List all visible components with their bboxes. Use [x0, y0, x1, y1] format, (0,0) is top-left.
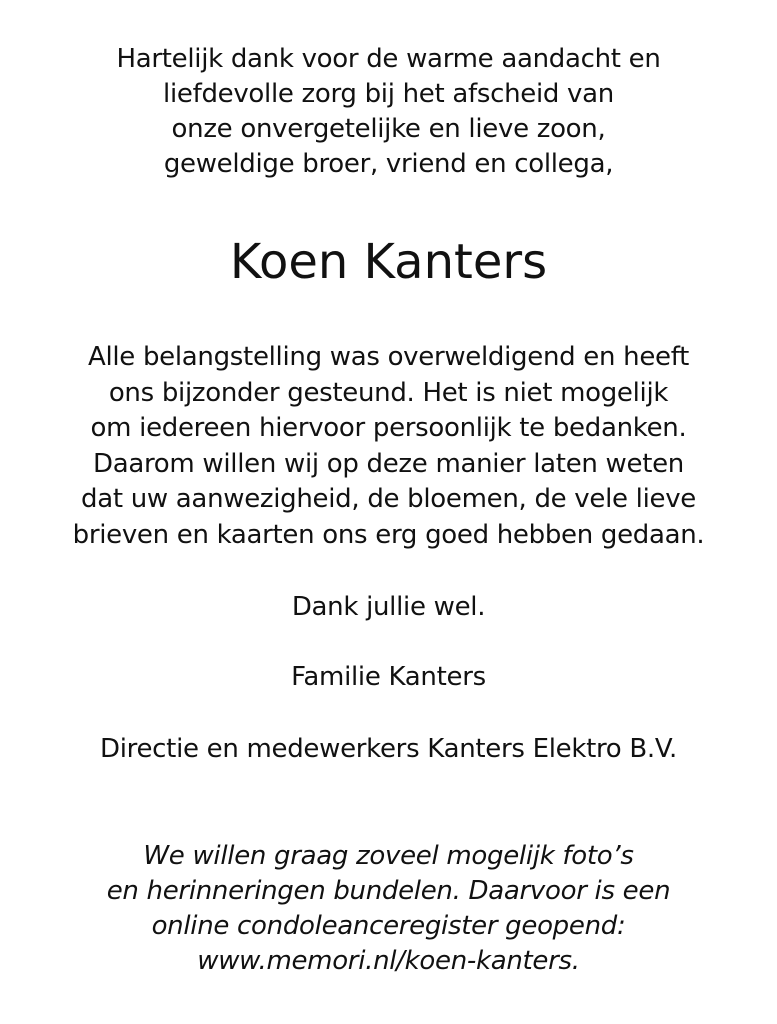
- notice-line: en herinneringen bundelen. Daarvoor is een: [106, 876, 671, 906]
- notice-line: online condoleanceregister geopend:: [151, 911, 626, 941]
- message-line: Daarom willen wij op deze manier laten weten: [93, 448, 684, 479]
- intro-line: liefdevolle zorg bij het afscheid van: [163, 79, 614, 109]
- notice-url: www.memori.nl/koen-kanters.: [197, 946, 580, 976]
- condolence-register-notice: [0, 839, 777, 979]
- signature-family: Familie Kanters: [291, 662, 486, 692]
- intro-line: onze onvergetelijke en lieve zoon,: [171, 114, 606, 144]
- message-line: brieven en kaarten ons erg goed hebben gedaan.: [72, 519, 705, 550]
- message-line: Alle belangstelling was overweldigend en heeft: [87, 342, 690, 372]
- signature-company: Directie en medewerkers Kanters Elektro B.V.: [100, 734, 677, 764]
- intro-line: Hartelijk dank voor de warme aandacht en: [116, 44, 661, 74]
- message-line: ons bijzonder gesteund. Het is niet mogelijk: [108, 377, 669, 408]
- intro-paragraph: [0, 42, 777, 182]
- message-paragraph: [0, 340, 777, 553]
- closing-thanks: Dank jullie wel.: [291, 592, 486, 622]
- deceased-name: Koen Kanters: [229, 234, 548, 290]
- message-line: dat uw aanwezigheid, de bloemen, de vele lieve: [81, 484, 696, 514]
- notice-line: We willen graag zoveel mogelijk foto’s: [143, 841, 634, 871]
- intro-line: geweldige broer, vriend en collega,: [163, 149, 614, 179]
- message-line: om iedereen hiervoor persoonlijk te bedanken.: [90, 413, 687, 443]
